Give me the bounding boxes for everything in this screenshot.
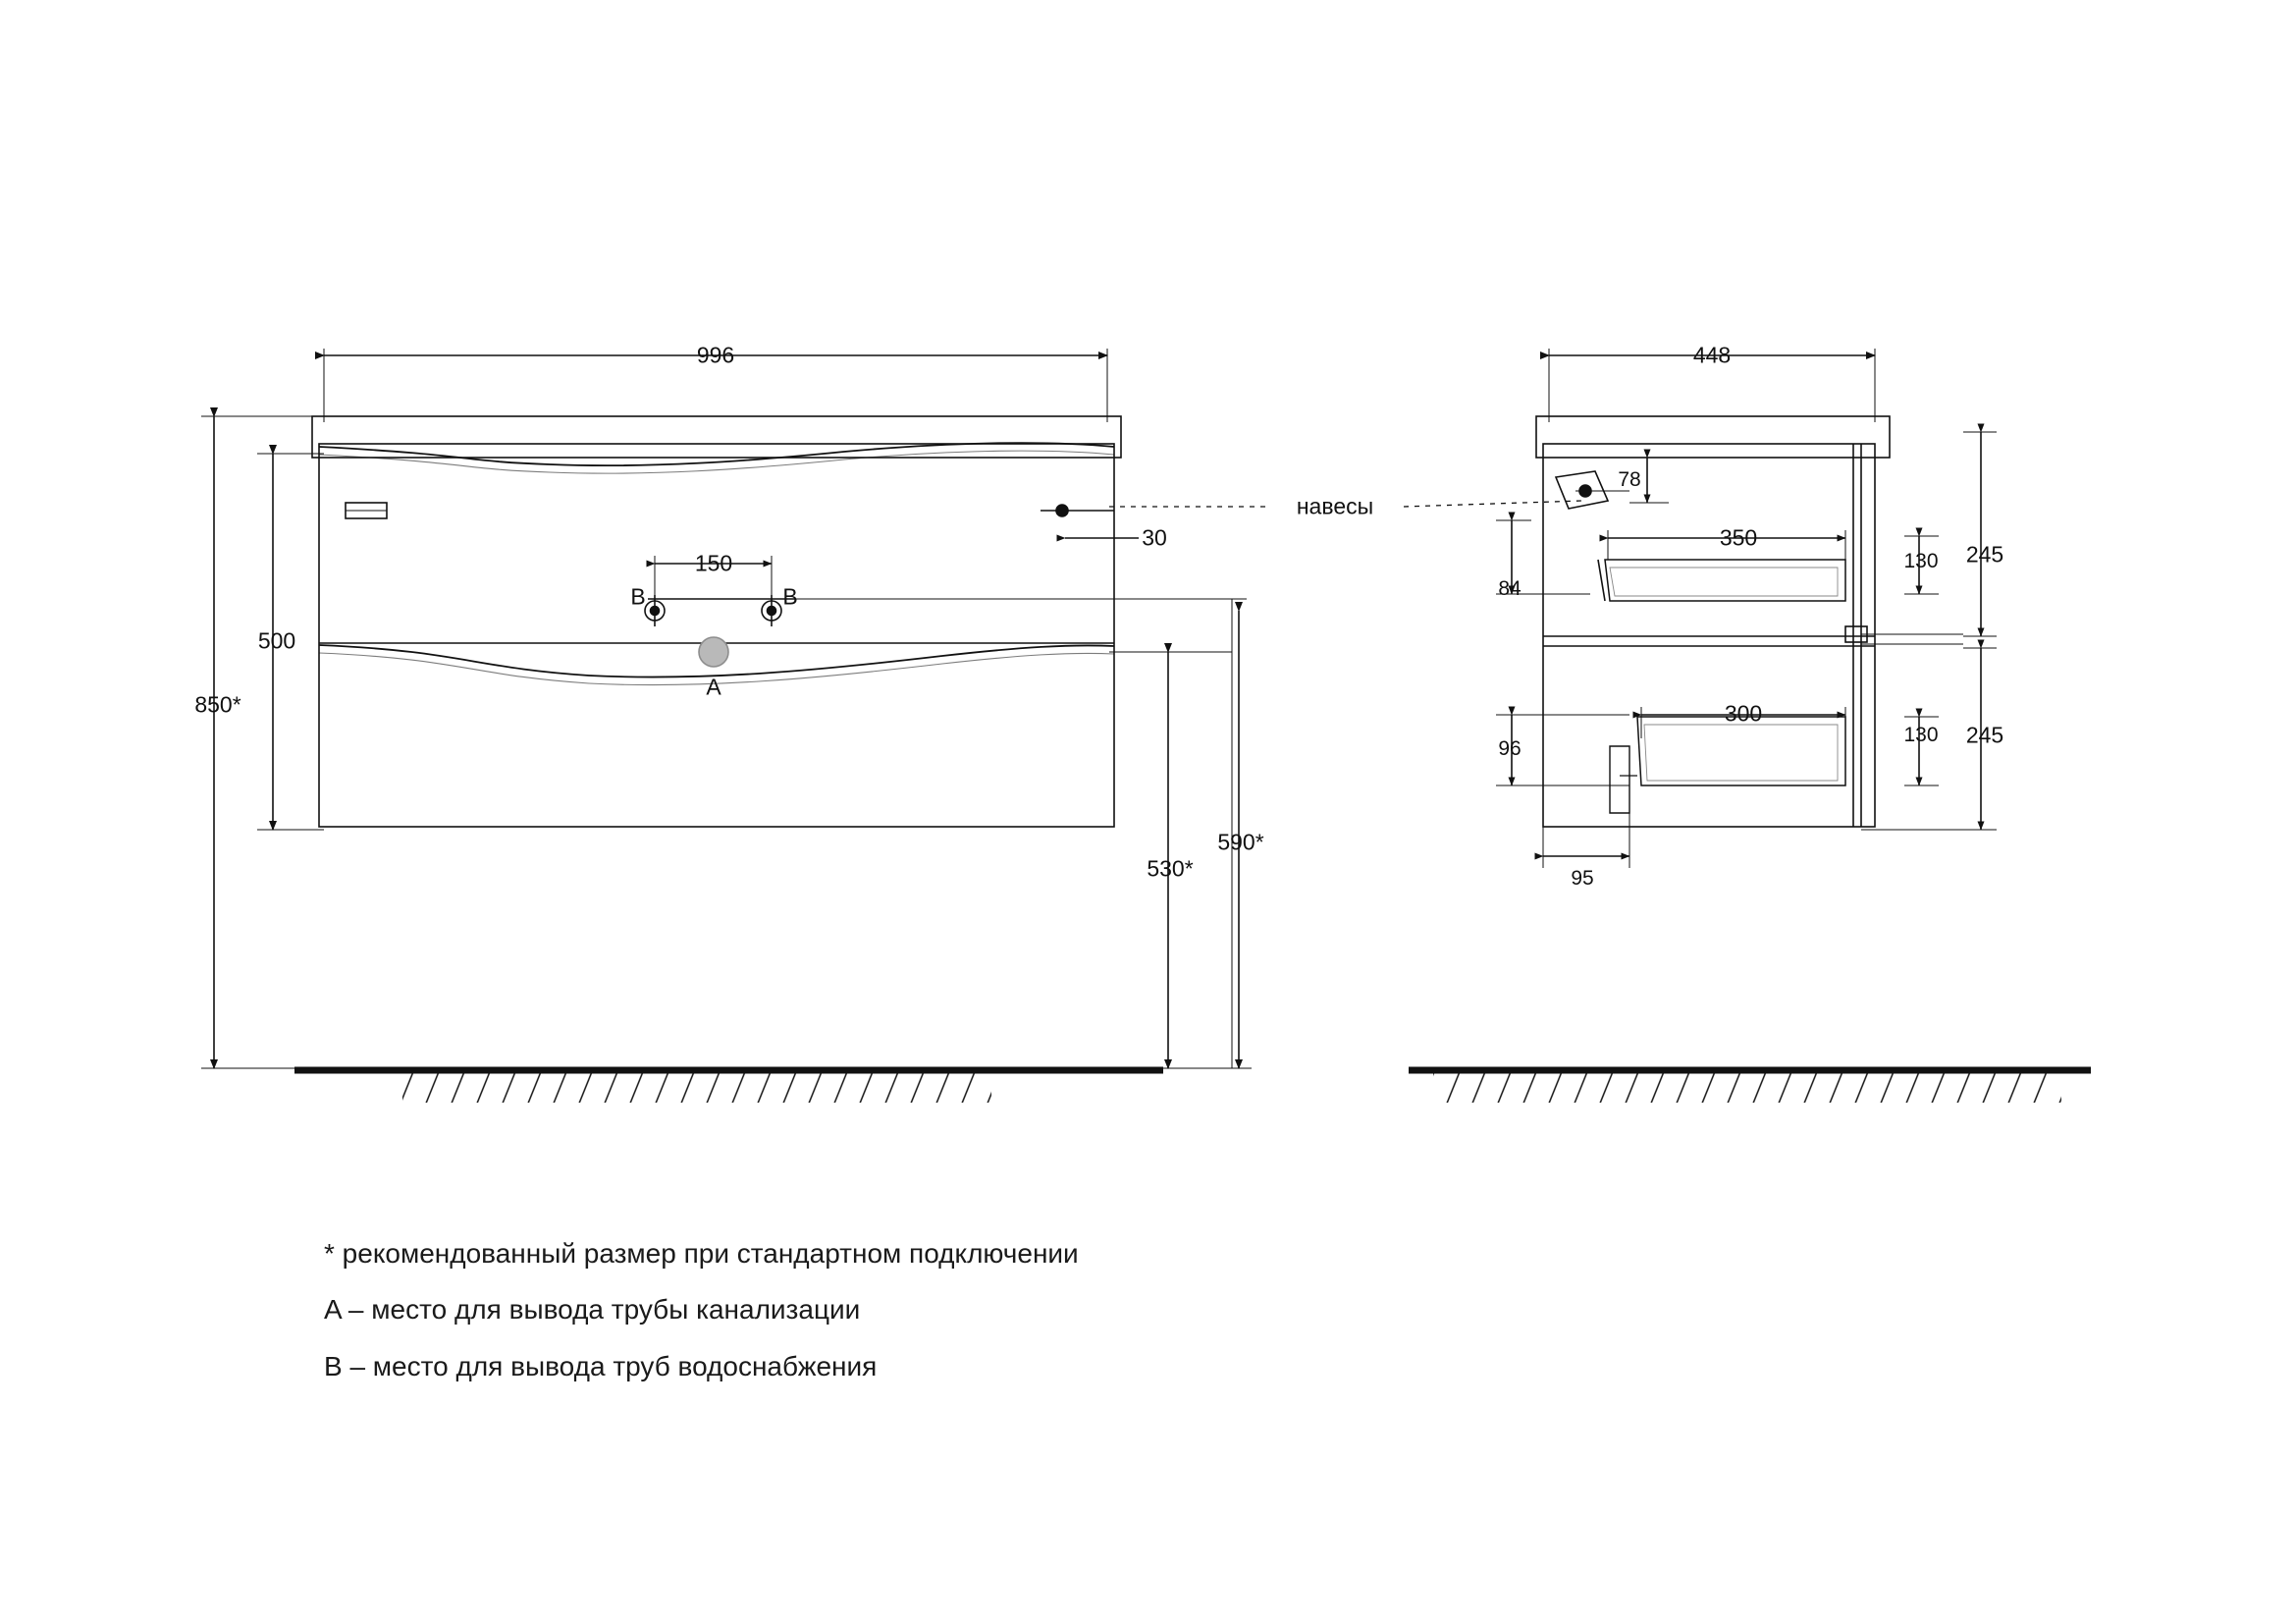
marker-b-left: B: [630, 583, 646, 610]
dim-drawer-top-offset: 84: [1498, 577, 1522, 600]
marker-a-drain: A: [706, 674, 721, 700]
legend-line-2: A – место для вывода трубы канализации: [324, 1294, 861, 1326]
dim-section-top-height: 245: [1965, 541, 2004, 568]
callout-hangers: навесы: [1296, 493, 1374, 519]
dim-drawer-bottom-offset: 96: [1498, 737, 1522, 760]
dim-section-bottom-height: 245: [1965, 722, 2004, 748]
marker-b-right: B: [782, 583, 798, 610]
dim-drawer-top-height: 130: [1903, 550, 1939, 572]
dim-plinth: 95: [1571, 867, 1594, 890]
dim-drawer-bottom-inner: 300: [1724, 700, 1763, 727]
legend-line-1: * рекомендованный размер при стандартном подключении: [324, 1238, 1079, 1269]
dim-cabinet-height: 500: [257, 627, 296, 654]
dim-front-width: 996: [696, 342, 735, 368]
legend: [324, 1232, 1079, 1401]
dim-drain-height: 530*: [1147, 855, 1194, 882]
dim-drawer-top-inner: 350: [1719, 524, 1758, 551]
dim-total-height: 850*: [194, 691, 241, 718]
dim-water-height: 590*: [1217, 829, 1264, 855]
dim-side-depth: 448: [1692, 342, 1732, 368]
dim-pipe-spacing: 150: [694, 550, 733, 576]
dim-drawer-bottom-height: 130: [1903, 724, 1939, 746]
dim-offset-right: 30: [1142, 524, 1167, 551]
dim-hanger-top: 78: [1618, 468, 1641, 491]
legend-line-3: B – место для вывода труб водоснабжения: [324, 1350, 878, 1381]
